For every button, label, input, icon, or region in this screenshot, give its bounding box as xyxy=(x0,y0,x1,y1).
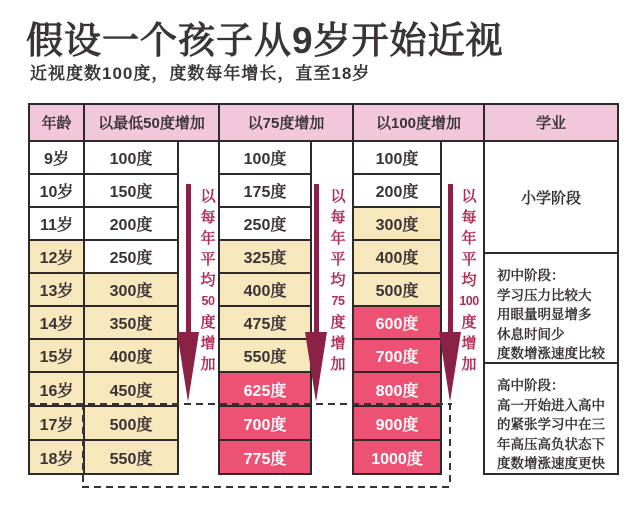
degree-cell-50: 500度 xyxy=(83,405,179,441)
degree-cell-75: 250度 xyxy=(218,206,312,241)
study-stage-primary: 小学阶段 xyxy=(483,140,619,254)
degree-cell-100: 1000度 xyxy=(352,439,442,475)
degree-cell-50: 400度 xyxy=(83,338,179,373)
degree-cell-75: 625度 xyxy=(218,371,312,407)
arrow-label-75: 以 每 年 平 均 75 度 增 加 xyxy=(330,188,346,373)
page-subtitle: 近视度数100度，度数每年增长，直至18岁 xyxy=(30,64,371,83)
down-arrow-shaft-75 xyxy=(314,184,319,334)
degree-cell-75: 100度 xyxy=(218,140,312,175)
degree-cell-50: 450度 xyxy=(83,371,179,407)
degree-cell-100: 500度 xyxy=(352,272,442,307)
study-stage-senior: 高中阶段： 高一开始进入高中 的紧张学习中在三 年高压高负状态下 度数增涨速度更快 xyxy=(483,362,619,475)
degree-cell-50: 200度 xyxy=(83,206,179,241)
degree-cell-50: 550度 xyxy=(83,439,179,475)
degree-cell-50: 100度 xyxy=(83,140,179,175)
arrow-label-50: 以 每 年 平 均 50 度 增 加 xyxy=(200,188,216,373)
page-title: 假设一个孩子从9岁开始近视 xyxy=(26,20,504,61)
age-cell: 13岁 xyxy=(28,272,85,307)
degree-cell-100: 200度 xyxy=(352,173,442,208)
dashed-line-right xyxy=(449,403,451,487)
age-cell: 10岁 xyxy=(28,173,85,208)
degree-cell-75: 475度 xyxy=(218,305,312,340)
age-cell: 16岁 xyxy=(28,371,85,407)
degree-cell-75: 175度 xyxy=(218,173,312,208)
age-cell: 17岁 xyxy=(28,405,85,441)
header-col50: 以最低50度增加 xyxy=(83,103,220,142)
degree-cell-100: 600度 xyxy=(352,305,442,340)
degree-cell-100: 400度 xyxy=(352,239,442,274)
degree-cell-100: 300度 xyxy=(352,206,442,241)
age-cell: 15岁 xyxy=(28,338,85,373)
header-col100: 以100度增加 xyxy=(352,103,485,142)
degree-cell-100: 700度 xyxy=(352,338,442,373)
dashed-line-bottom xyxy=(82,486,451,488)
age-cell: 18岁 xyxy=(28,439,85,475)
study-stage-junior: 初中阶段： 学习压力比较大 用眼量明显增多 休息时间少 度数增涨速度比较 xyxy=(483,252,619,364)
degree-cell-75: 550度 xyxy=(218,338,312,373)
degree-cell-100: 900度 xyxy=(352,405,442,441)
down-arrow-shaft-50 xyxy=(186,184,191,334)
age-cell: 9岁 xyxy=(28,140,85,175)
age-cell: 11岁 xyxy=(28,206,85,241)
header-study: 学业 xyxy=(483,103,619,142)
degree-cell-75: 700度 xyxy=(218,405,312,441)
down-arrow-shaft-100 xyxy=(448,184,453,334)
age-cell: 12岁 xyxy=(28,239,85,274)
dashed-line-top xyxy=(28,403,452,405)
degree-cell-75: 325度 xyxy=(218,239,312,274)
header-age: 年龄 xyxy=(28,103,85,142)
age-cell: 14岁 xyxy=(28,305,85,340)
degree-cell-50: 150度 xyxy=(83,173,179,208)
arrow-label-100: 以 每 年 平 均 100 度 增 加 xyxy=(459,188,479,373)
degree-cell-75: 775度 xyxy=(218,439,312,475)
degree-cell-50: 250度 xyxy=(83,239,179,274)
degree-cell-50: 300度 xyxy=(83,272,179,307)
degree-cell-50: 350度 xyxy=(83,305,179,340)
degree-cell-75: 400度 xyxy=(218,272,312,307)
degree-cell-100: 800度 xyxy=(352,371,442,407)
dashed-line-left xyxy=(82,403,84,487)
degree-cell-100: 100度 xyxy=(352,140,442,175)
header-col75: 以75度增加 xyxy=(218,103,354,142)
